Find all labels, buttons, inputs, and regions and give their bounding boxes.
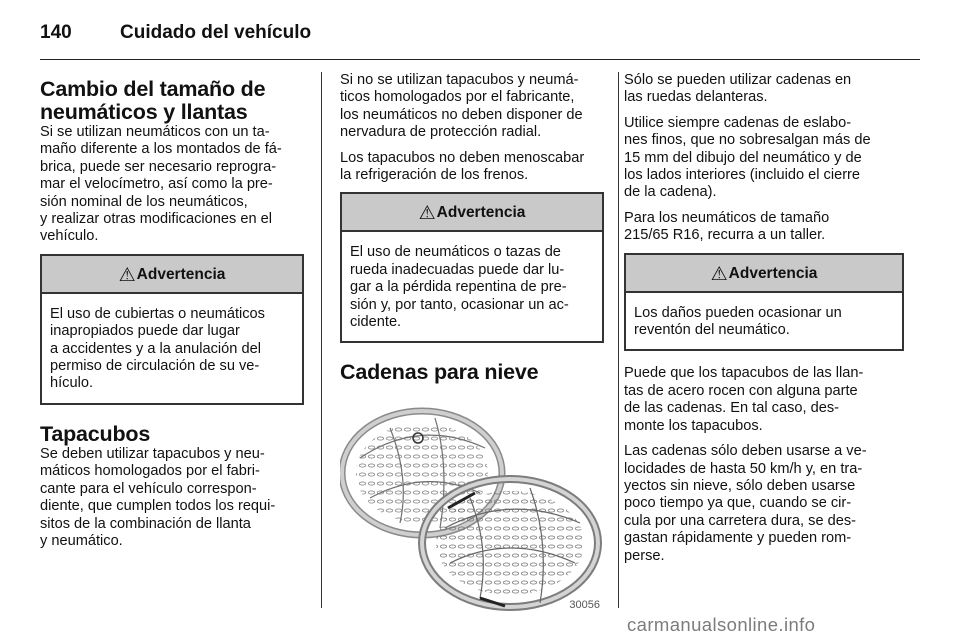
warning-header bbox=[626, 255, 902, 293]
figure-number: 30056 bbox=[569, 599, 600, 612]
column-1 bbox=[40, 72, 304, 558]
paragraph: Utilice siempre cadenas de eslabo- nes finos, que no sobresalgan más de 15 mm del dibujo del neumático y de los lados interiores (incluido el cierre de la cadena). bbox=[624, 114, 871, 201]
paragraph: Para los neumáticos de tamaño 215/65 R16, recurra a un taller. bbox=[624, 209, 830, 244]
snow-chains-illustration bbox=[340, 398, 604, 613]
paragraph: Las cadenas sólo deben usarse a ve- locidades de hasta 50 km/h y, en tra- yectos sin nieve, sólo deben usarse poco tiempo ya que, cuando se cir- cula por una carretera dura, se des- gastan rápidamente y pueden rom- perse. bbox=[624, 443, 867, 564]
warning-box bbox=[340, 192, 604, 343]
column-divider bbox=[321, 72, 322, 608]
warning-title: Advertencia bbox=[136, 265, 226, 283]
warning-box bbox=[624, 253, 904, 352]
paragraph: Los tapacubos no deben menoscabar la refrigeración de los frenos. bbox=[340, 149, 585, 184]
warning-text: Los daños pueden ocasionar un reventón del neumático. bbox=[634, 304, 842, 339]
warning-header bbox=[42, 256, 302, 294]
warning-title: Advertencia bbox=[436, 204, 526, 222]
section-heading-tire-size: Cambio del tamaño de neumáticos y llantas bbox=[40, 77, 266, 124]
watermark: carmanualsonline.info bbox=[627, 614, 816, 635]
page-header bbox=[40, 14, 920, 58]
paragraph: Puede que los tapacubos de las llan- tas de acero rocen con alguna parte de las cadenas. En tal caso, des- monte los tapacubos. bbox=[624, 365, 864, 434]
column-divider bbox=[618, 72, 619, 608]
paragraph: Si no se utilizan tapacubos y neumá- ticos homologados por el fabricante, los neumáticos no deben disponer de nervadura de protección radial. bbox=[340, 72, 583, 141]
warning-triangle-icon: ⚠ bbox=[418, 203, 436, 225]
warning-title: Advertencia bbox=[728, 264, 818, 282]
column-2 bbox=[340, 72, 604, 613]
warning-text: El uso de cubiertas o neumáticos inapropiados puede dar lugar a accidentes y a la anulación del permiso de circulación de su ve- hículo. bbox=[50, 305, 265, 392]
snow-chains-drawing bbox=[340, 398, 604, 613]
paragraph: Si se utilizan neumáticos con un ta- maño diferente a los montados de fá- brica, puede ser necesario reprogra- mar el velocímetro, así como la pre- sión nominal de los neumáticos, y realizar otras modificaciones en el vehículo. bbox=[40, 124, 282, 245]
header-rule bbox=[40, 59, 920, 60]
paragraph: Sólo se pueden utilizar cadenas en las ruedas delanteras. bbox=[624, 72, 852, 106]
section-heading-snow-chains: Cadenas para nieve bbox=[340, 360, 539, 385]
paragraph: Se deben utilizar tapacubos y neu- máticos homologados por el fabri- cante para el vehículo correspon- diente, que cumplen todos los requi- sitos de la combinación de llanta y neumático. bbox=[40, 445, 276, 549]
warning-triangle-icon: ⚠ bbox=[710, 263, 728, 285]
page-number: 140 bbox=[40, 22, 72, 43]
section-heading-hubcaps: Tapacubos bbox=[40, 421, 151, 446]
page-title: Cuidado del vehículo bbox=[120, 22, 312, 43]
warning-box bbox=[40, 254, 304, 405]
warning-triangle-icon: ⚠ bbox=[118, 264, 136, 286]
column-3 bbox=[624, 72, 904, 573]
warning-header bbox=[342, 194, 602, 232]
warning-text: El uso de neumáticos o tazas de rueda inadecuadas puede dar lu- gar a la pérdida repentina de pre- sión y, por tanto, ocasionar un ac- cidente. bbox=[350, 244, 569, 331]
